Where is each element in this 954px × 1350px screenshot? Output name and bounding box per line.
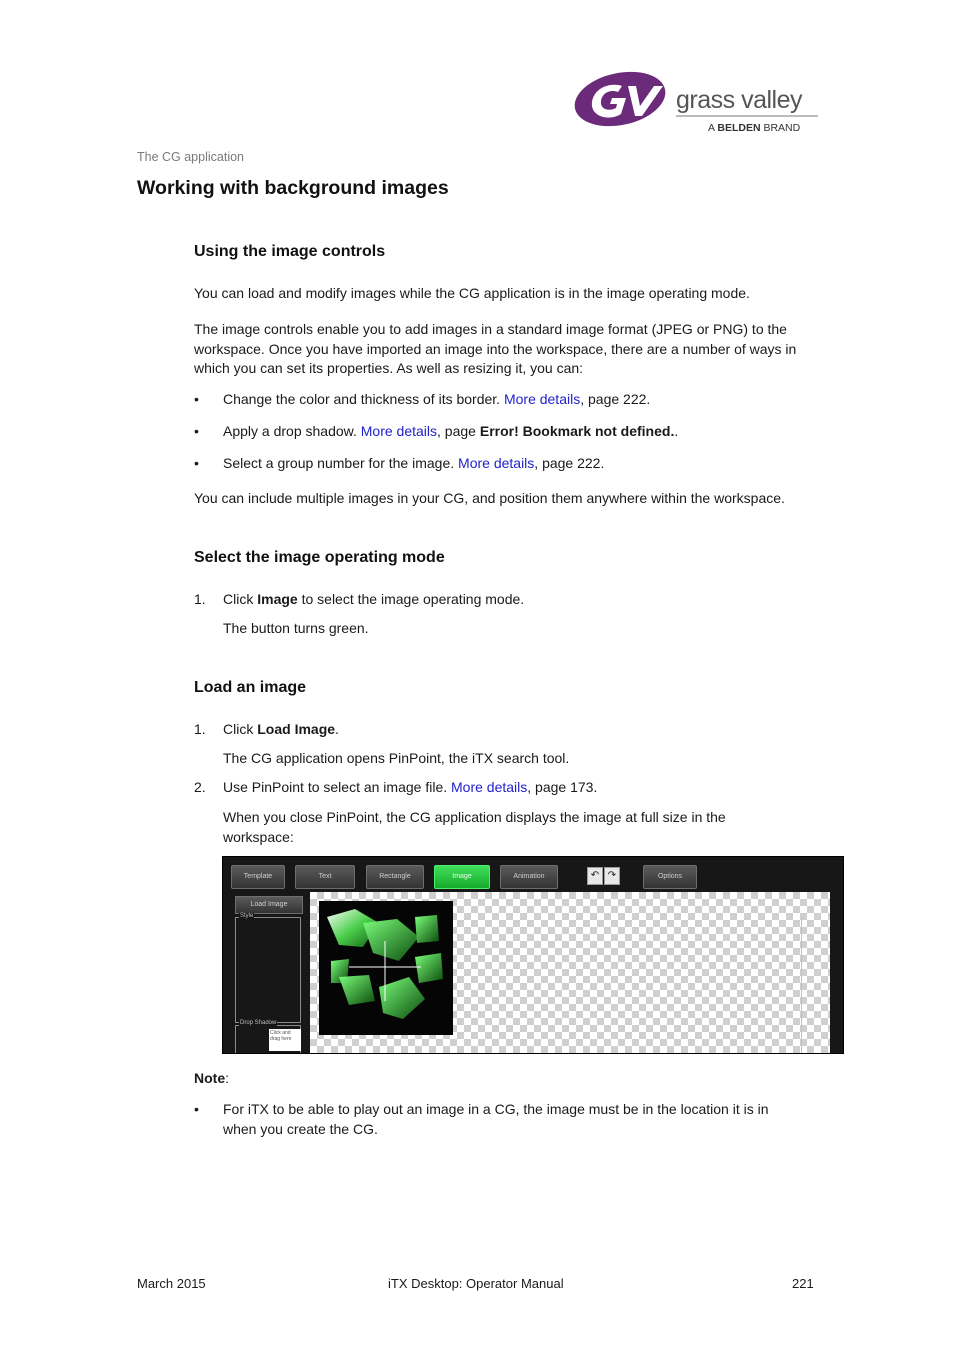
brand-name: grass valley: [676, 86, 802, 114]
animation-button[interactable]: Animation: [500, 865, 558, 889]
image-button[interactable]: Image: [434, 865, 490, 889]
bullet-icon: •: [194, 455, 199, 471]
step-result: The button turns green.: [223, 620, 369, 636]
load-image-button[interactable]: Load Image: [235, 896, 303, 914]
redo-icon[interactable]: ↷: [604, 867, 620, 885]
heading-image-controls: Using the image controls: [194, 243, 386, 260]
page-title: Working with background images: [137, 177, 449, 199]
note-label: Note:: [194, 1070, 230, 1086]
footer-page-number: 221: [792, 1276, 814, 1291]
grass-valley-logo: [572, 70, 822, 136]
template-button[interactable]: Template: [231, 865, 285, 889]
running-header: The CG application: [137, 150, 245, 164]
bullet-icon: •: [194, 1101, 199, 1117]
footer-date: March 2015: [137, 1276, 206, 1291]
more-details-link[interactable]: More details: [503, 391, 581, 407]
rectangle-button[interactable]: Rectangle: [366, 865, 424, 889]
safe-area-guide: [801, 917, 802, 1054]
step-result: When you close PinPoint, the CG application displays the image at full size in the workspace:: [223, 809, 726, 845]
step-result: The CG application opens PinPoint, the iTX search tool.: [223, 750, 570, 766]
svg-text:A BELDEN BRAND: A BELDEN BRAND: [708, 122, 801, 134]
style-panel: [235, 917, 301, 1023]
more-details-link[interactable]: More details: [451, 779, 528, 795]
text-button[interactable]: Text: [295, 865, 355, 889]
loaded-image[interactable]: [319, 901, 453, 1035]
undo-icon[interactable]: ↶: [587, 867, 603, 885]
bullet-icon: •: [194, 423, 199, 439]
paragraph-intro: You can load and modify images while the CG application is in the image operating mode.: [194, 285, 750, 301]
options-button[interactable]: Options: [643, 865, 697, 889]
more-details-link[interactable]: More details: [458, 455, 535, 471]
bullet-icon: •: [194, 391, 199, 407]
more-details-link[interactable]: More details: [360, 423, 438, 439]
footer-doc-title: iTX Desktop: Operator Manual: [388, 1276, 564, 1291]
heading-operating-mode: Select the image operating mode: [194, 549, 445, 566]
cg-application-screenshot: [222, 856, 844, 1054]
drop-target[interactable]: Click and drag here: [269, 1029, 301, 1051]
paragraph-controls: The image controls enable you to add images in a standard image format (JPEG or PNG) to the workspace. Once you have imported an image into the workspace, there are a number of ways in which you can set its properties. As well as resizing it, you can:: [194, 321, 797, 376]
heading-load-image: Load an image: [194, 679, 307, 696]
drop-shadow-label: Drop Shadow: [240, 1020, 277, 1026]
paragraph-multiple: You can include multiple images in your CG, and position them anywhere within the workspace.: [194, 490, 785, 506]
style-label: Style: [240, 913, 254, 919]
